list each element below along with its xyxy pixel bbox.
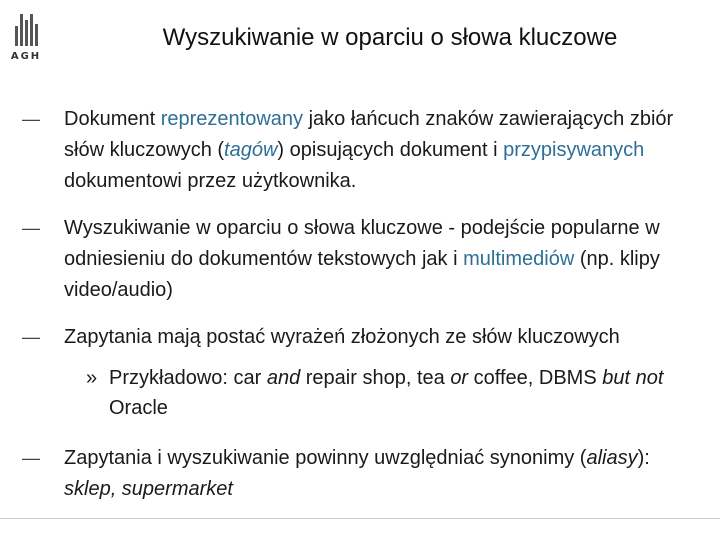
seg: Zapytania mają postać wyrażeń złożonych ze słów kluczowych xyxy=(64,326,620,348)
bullet-dash: — xyxy=(22,218,40,238)
sub-bullet-marker: » xyxy=(86,367,98,389)
seg-highlight-italic: tagów xyxy=(224,139,278,161)
bullet-dash: — xyxy=(22,448,40,468)
seg-italic: but not xyxy=(602,367,664,389)
slide-title: Wyszukiwanie w oparciu o słowa kluczowe xyxy=(162,24,618,51)
seg: Przykładowo: car xyxy=(109,367,267,389)
seg: ): xyxy=(637,447,650,469)
seg-italic: sklep, supermarket xyxy=(64,478,233,500)
seg: repair shop, tea xyxy=(300,367,451,389)
seg: Oracle xyxy=(109,397,168,419)
seg: dokumentowi przez użytkownika. xyxy=(64,170,357,192)
seg: Zapytania i wyszukiwanie powinny uwzględniać synonimy ( xyxy=(64,447,587,469)
bullet-dash: — xyxy=(22,109,40,129)
seg: Dokument xyxy=(64,108,161,130)
agh-logo xyxy=(8,14,44,66)
seg-italic: or xyxy=(450,367,469,389)
logo-text: AGH xyxy=(10,51,42,62)
bullet-item xyxy=(22,443,690,505)
bottom-divider xyxy=(0,518,720,519)
sub-bullet-item xyxy=(22,363,690,423)
bullet-item xyxy=(22,322,690,353)
seg-highlight: multimediów xyxy=(463,248,575,270)
seg: jako łańcuch znaków zawierających zbiór słów kluczowych ( xyxy=(64,108,674,161)
seg: ) opisujących dokument i xyxy=(277,139,504,161)
seg-italic: aliasy xyxy=(586,447,638,469)
seg-highlight: przypisywanych xyxy=(503,139,645,161)
bullet-dash: — xyxy=(22,327,40,347)
seg: (np. klipy video/audio) xyxy=(64,248,660,301)
seg: Wyszukiwanie w oparciu o słowa kluczowe - podejście popularne w odniesieniu do dokumentów tekstowych jak i xyxy=(64,217,660,270)
logo-bars-icon xyxy=(8,14,44,46)
bullet-list xyxy=(22,104,690,505)
seg: coffee, DBMS xyxy=(468,367,603,389)
seg-highlight: reprezentowany xyxy=(160,108,304,130)
bullet-item xyxy=(22,104,690,197)
seg-italic: and xyxy=(266,367,301,389)
bullet-item xyxy=(22,213,690,306)
